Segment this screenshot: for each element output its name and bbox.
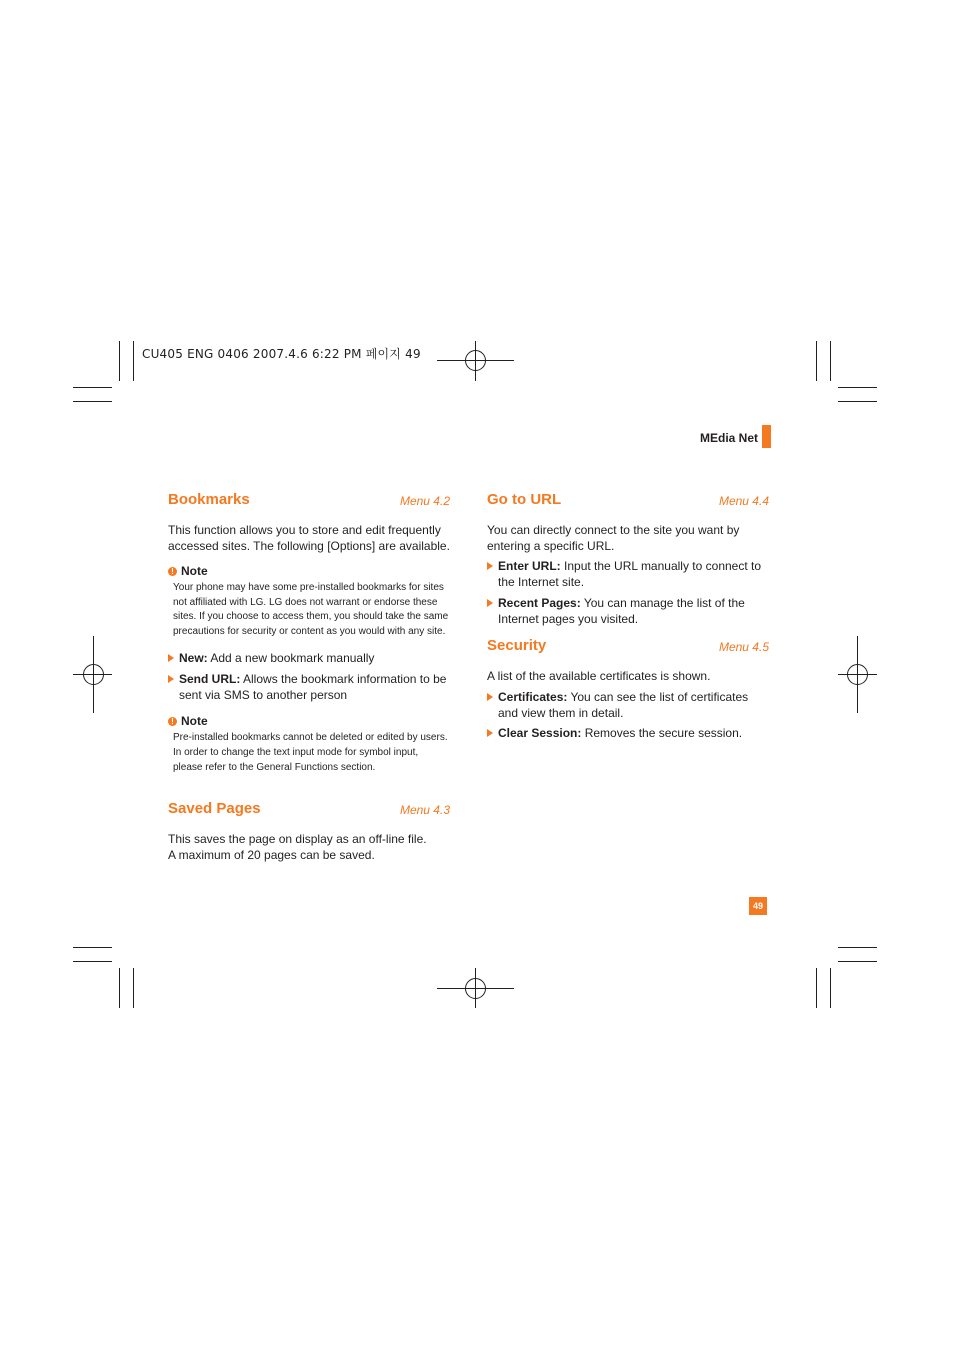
list-item (487, 689, 769, 721)
item-text: Add a new bookmark manually (207, 651, 375, 666)
item-label: Send URL: (179, 672, 241, 687)
item-text: You can manage the list of the Internet pages you visited. (498, 596, 745, 626)
note-text: Pre-installed bookmarks cannot be deleted or edited by users. (173, 732, 448, 744)
go-to-url-intro: You can directly connect to the site you want by entering a specific URL. (487, 523, 740, 553)
triangle-bullet-icon (168, 675, 174, 683)
note-heading (168, 564, 450, 578)
go-to-url-menu-number: Menu 4.4 (718, 494, 769, 508)
saved-pages-line: This saves the page on display as an off-line file. (168, 832, 427, 846)
header-section-title: MEdia Net (699, 431, 758, 445)
exclamation-icon: ! (168, 567, 177, 576)
saved-pages-line: A maximum of 20 pages can be saved. (168, 848, 375, 862)
security-intro: A list of the available certificates is shown. (487, 669, 711, 683)
print-slug: CU405 ENG 0406 2007.4.6 6:22 PM 페이지 49 (142, 347, 421, 361)
note-label: Note (181, 714, 208, 729)
item-label: Clear Session: (498, 726, 582, 740)
item-label: New: (179, 651, 208, 666)
item-label: Certificates: (498, 690, 568, 704)
list-item (487, 725, 769, 741)
item-label: Enter URL: (498, 559, 561, 573)
note-text: Your phone may have some pre-installed bookmarks for sites not affiliated with LG. LG does not warrant or endorse these sites. If you choose to access them, you should take the same precautions for security or content as you would with any site. (173, 582, 449, 637)
security-menu-number: Menu 4.5 (718, 640, 769, 654)
item-text: You can see the list of certificates and view them in detail. (498, 690, 749, 720)
triangle-bullet-icon (168, 654, 174, 662)
list-item (168, 671, 450, 703)
exclamation-icon: ! (168, 717, 177, 726)
page-number-badge: 49 (749, 897, 767, 915)
list-item (168, 650, 450, 666)
item-text: Allows the bookmark information to be sent via SMS to another person (179, 672, 447, 703)
saved-pages-menu-number: Menu 4.3 (399, 803, 450, 817)
saved-pages-title: Saved Pages (168, 800, 261, 817)
triangle-bullet-icon (487, 729, 493, 737)
note-text: In order to change the text input mode for symbol input, please refer to the General Functions section. (173, 746, 419, 773)
item-label: Recent Pages: (498, 596, 581, 610)
triangle-bullet-icon (487, 562, 493, 570)
note-heading (168, 714, 450, 728)
header-tab-marker (762, 425, 771, 448)
security-section (487, 637, 769, 741)
item-text: Input the URL manually to connect to the Internet site. (498, 559, 762, 589)
list-item (487, 595, 769, 627)
note-label: Note (181, 564, 208, 578)
security-heading (487, 637, 769, 659)
bookmarks-menu-number: Menu 4.2 (399, 494, 450, 508)
left-column (168, 491, 450, 775)
bookmarks-heading (168, 491, 450, 513)
go-to-url-heading (487, 491, 769, 513)
item-text: Removes the secure session. (581, 726, 743, 740)
go-to-url-title: Go to URL (487, 491, 562, 508)
triangle-bullet-icon (487, 599, 493, 607)
security-title: Security (487, 637, 547, 654)
triangle-bullet-icon (487, 693, 493, 701)
saved-pages-heading (168, 800, 450, 822)
go-to-url-section (487, 491, 769, 627)
bookmarks-intro: This function allows you to store and edit frequently accessed sites. The following [Options] are available. (168, 523, 450, 553)
list-item (487, 558, 769, 590)
bookmarks-title: Bookmarks (168, 491, 250, 508)
saved-pages-section (168, 800, 450, 863)
